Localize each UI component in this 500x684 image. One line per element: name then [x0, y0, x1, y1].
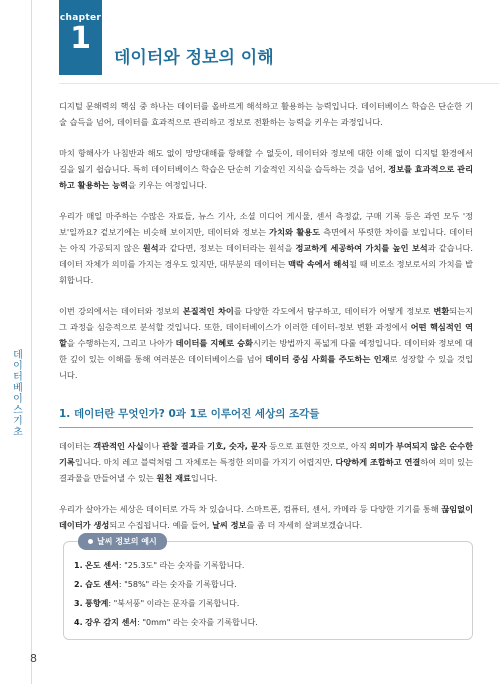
item-label: 습도 센서 — [85, 580, 119, 589]
page-title: 데이터와 정보의 이해 — [114, 48, 274, 68]
list-item — [74, 594, 472, 613]
emphasis-text: 끊임없이 데이터가 생성 — [59, 504, 473, 530]
text-run: 과 같습니다. 데이터 자체가 의미를 가지는 경우도 있지만, 대부분의 데이터는 — [59, 243, 473, 269]
list-item — [74, 575, 472, 594]
list-item — [74, 613, 472, 632]
emphasis-text: 정보를 효과적으로 관리하고 활용하는 능력 — [59, 164, 473, 190]
emphasis-text: 데이터 중심 사회를 주도하는 인재 — [265, 354, 390, 364]
item-label: 풍향계 — [85, 599, 109, 608]
paragraph — [59, 501, 473, 533]
page-number: 8 — [30, 652, 37, 665]
paragraph — [59, 438, 473, 486]
text-run: 을 수행하는지, 그리고 나아가 — [66, 338, 176, 348]
emphasis-text: 날씨 정보 — [211, 520, 247, 530]
text-run: 입니다. 마치 레고 블럭처럼 그 자체로는 특정한 의미를 가지기 어렵지만, — [74, 457, 336, 467]
text-run: 과 같다면, 정보는 데이터라는 원석을 — [158, 243, 296, 253]
section-1 — [59, 407, 473, 548]
text-run: 을 키우는 여정입니다. — [127, 180, 207, 190]
bullet-dot-icon — [88, 539, 93, 544]
paragraph — [59, 303, 473, 383]
text-run: 측면에서 뚜렷한 차이를 보입니다. 데이터는 아직 가공되지 않은 — [59, 227, 473, 253]
text-run: 데이터는 — [59, 441, 94, 451]
emphasis-text: 데이터를 지혜로 승화 — [175, 338, 253, 348]
emphasis-text: 원석 — [142, 243, 159, 253]
emphasis-text: 의미가 부여되지 않은 순수한 기록 — [59, 441, 473, 467]
emphasis-text: 관찰 결과 — [162, 441, 197, 451]
emphasis-text: 변환 — [433, 306, 450, 316]
text-run: 이번 강의에서는 데이터와 정보의 — [59, 306, 183, 316]
text-run: 를 다양한 각도에서 탐구하고, 데이터가 어떻게 정보로 — [233, 306, 434, 316]
text-run: 우리가 매일 마주하는 수많은 자료들, 뉴스 기사, 소셜 미디어 게시물, 센서 측정값, 구매 기록 등은 과연 모두 '정보'일까요? 겉보기에는 비슷해 보이지만, 데이터와 정보는 — [59, 211, 473, 237]
example-box — [63, 537, 473, 640]
item-number: 3. — [74, 599, 83, 608]
item-number: 2. — [74, 580, 83, 589]
text-run: 하여 의미 있는 결과물을 만들어낼 수 있는 — [59, 457, 473, 483]
text-run: 로 성장할 수 있을 것입니다. — [59, 354, 473, 380]
emphasis-text: 맥락 속에서 해석 — [288, 259, 350, 269]
chapter-label: chapter — [59, 13, 102, 23]
chapter-number: 1 — [70, 21, 91, 56]
item-label: 온도 센서 — [85, 561, 119, 570]
section-divider — [59, 427, 473, 428]
example-box-tab — [78, 533, 167, 550]
emphasis-text: 가치와 활용도 — [269, 227, 321, 237]
item-number: 1. — [74, 561, 83, 570]
paragraph — [59, 208, 473, 288]
text-run: 를 좀 더 자세히 살펴보겠습니다. — [246, 520, 363, 530]
text-run: 입니다. — [190, 473, 218, 483]
paragraph — [59, 98, 473, 130]
paragraph — [59, 145, 473, 193]
section-heading: 1. 데이터란 무엇인가? 0과 1로 이루어진 세상의 조각들 — [59, 408, 320, 420]
text-run: 등으로 표현한 것으로, 아직 — [266, 441, 370, 451]
text-run: 마치 항해사가 나침반과 해도 없이 망망대해를 항해할 수 없듯이, 데이터와 정보에 대한 이해 없이 디지털 환경에서 길을 잃기 쉽습니다. 특히 데이터베이스 학습은 단순히 기술적인 지식을 습득하는 것을 넘어, — [59, 148, 473, 174]
example-list — [64, 542, 472, 632]
text-run: 되고 수집됩니다. 예를 들어, — [109, 520, 212, 530]
text-run: 우리가 살아가는 세상은 데이터로 가득 차 있습니다. 스마트폰, 컴퓨터, 센서, 카메라 등 다양한 기기를 통해 — [59, 504, 442, 514]
text-run: 를 — [196, 441, 208, 451]
text-run: 이나 — [143, 441, 163, 451]
text-run: 되는지 그 과정을 심층적으로 분석할 것입니다. 또한, 데이터베이스가 이러한 데이터-정보 변환 과정에서 — [59, 306, 474, 332]
item-number: 4. — [74, 618, 83, 627]
margin-divider — [31, 0, 32, 684]
emphasis-text: 다양하게 조합하고 연결 — [335, 457, 421, 467]
emphasis-text: 기호, 숫자, 문자 — [207, 441, 267, 451]
item-label: 강우 감지 센서 — [85, 618, 138, 627]
emphasis-text: 어떤 핵심적인 역할 — [59, 322, 473, 348]
emphasis-text: 객관적인 사실 — [93, 441, 144, 451]
list-item — [74, 556, 472, 575]
emphasis-text: 본질적인 차이 — [182, 306, 234, 316]
emphasis-text: 정교하게 세공하여 가치를 높인 보석 — [295, 243, 428, 253]
title-divider — [59, 83, 499, 84]
text-run: 디지털 문해력의 핵심 중 하나는 데이터를 올바르게 해석하고 활용하는 능력입니다. 데이터베이스 학습은 단순한 기술 습득을 넘어, 데이터를 효과적으로 관리하고 정보로 전환하는 능력을 키우는 과정입니다. — [59, 101, 473, 127]
item-text: : "0mm" 라는 숫자를 기록합니다. — [137, 618, 258, 627]
intro-body — [59, 98, 473, 398]
chapter-badge — [59, 0, 102, 75]
side-running-label: 데이터베이스 기초 — [13, 350, 23, 438]
text-run: 시키는 방법까지 폭넓게 다룰 예정입니다. 데이터와 정보에 대한 깊이 있는 이해를 통해 여러분은 데이터베이스를 넘어 — [59, 338, 473, 364]
emphasis-text: 원천 재료 — [156, 473, 191, 483]
text-run: 될 때 비로소 정보로서의 가치를 발휘합니다. — [59, 259, 473, 285]
example-box-title: 날씨 정보의 예시 — [97, 537, 157, 546]
item-text: : "북서풍" 이라는 문자를 기록합니다. — [108, 599, 240, 608]
item-text: : "25.3도" 라는 숫자를 기록합니다. — [118, 561, 245, 570]
item-text: : "58%" 라는 숫자를 기록합니다. — [118, 580, 237, 589]
